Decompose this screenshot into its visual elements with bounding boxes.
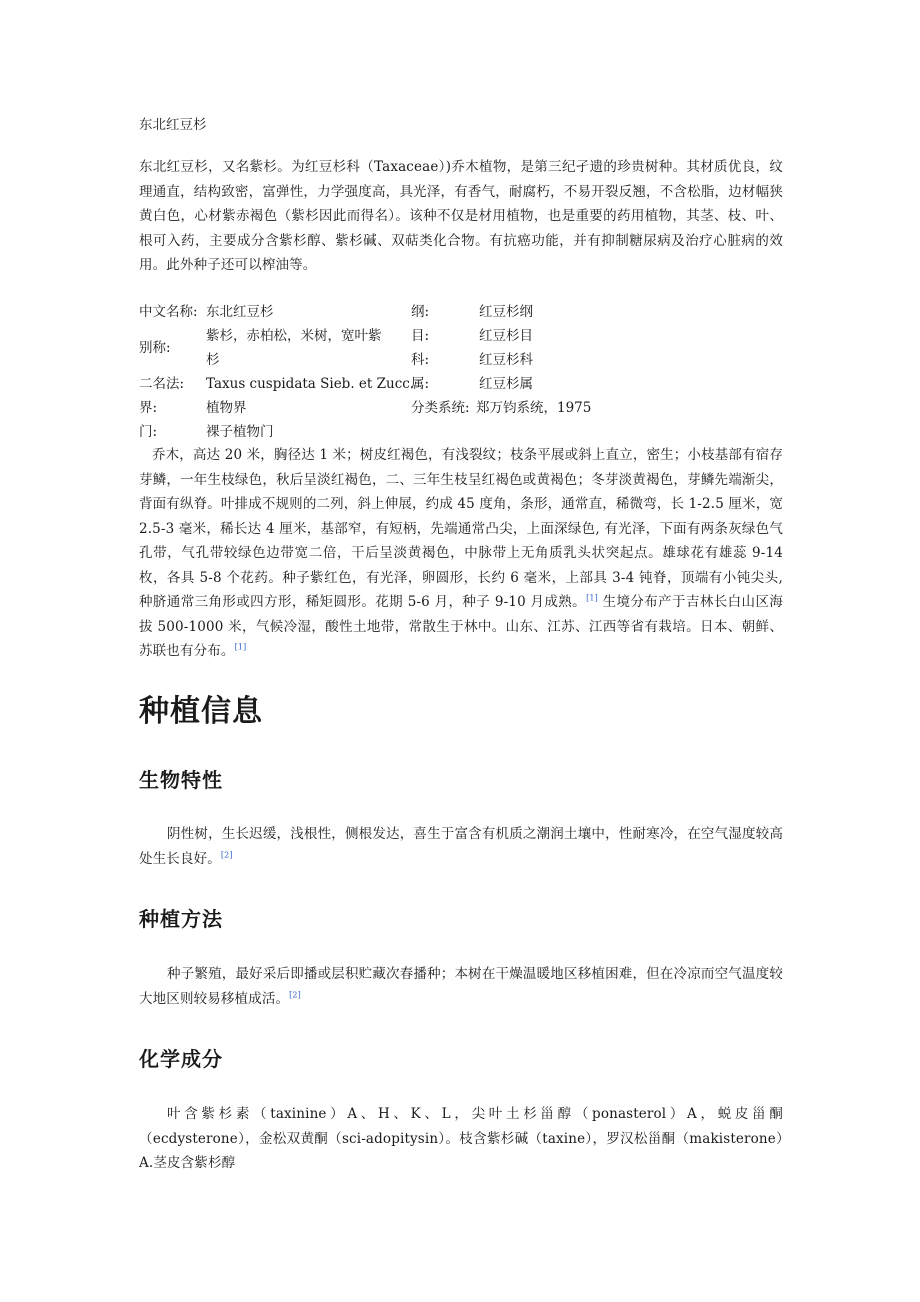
subheading-chemical-composition: 化学成分 (139, 1047, 223, 1071)
biological-traits-paragraph (139, 822, 783, 871)
reference-link-2[interactable]: [1] (234, 642, 247, 652)
phylum-value: 裸子植物门 (206, 424, 274, 440)
subheading-biological-traits: 生物特性 (139, 768, 223, 792)
order-value: 红豆杉目 (479, 328, 533, 344)
class-label: 纲: (411, 304, 430, 320)
family-label: 科: (411, 352, 430, 368)
section-heading-planting-info: 种植信息 (139, 694, 263, 729)
reference-link-plant[interactable]: [2] (289, 990, 301, 999)
description-text-2: 生境分布产于吉林长白山区海拔 500-1000 米，气候冷湿，酸性土地带，常散生于林中。山东、江苏、江西等省有栽培。日本、朝鲜、苏联也有分布。 (139, 594, 783, 659)
alias-label: 别称: (139, 340, 171, 356)
chinese-name-label: 中文名称: (139, 304, 198, 320)
description-text-1: 乔木，高达 20 米，胸径达 1 米；树皮红褐色，有浅裂纹；枝条平展或斜上直立，密生；小枝基部有宿存芽鳞，一年生枝绿色，秋后呈淡红褐色，二、三年生枝呈红褐色或黄褐色；冬芽淡黄褐色，芽鳞先端渐尖，背面有纵脊。叶排成不规则的二列，斜上伸展，约成 45 度角，条形，通常直，稀微弯，长 1-2.5 厘米，宽 2.5-3 毫米，稀长达 4 厘米，基部窄，有短柄，先端通常凸尖，上面深绿色, 有光泽，下面有两条灰绿色气孔带，气孔带较绿色边带宽二倍，干后呈淡黄褐色，中脉带上无角质乳头状突起点。雄球花有雄蕊 9-14 枚，各具 5-8 个花药。种子紫红色，有光泽，卵圆形，长约 6 毫米，上部具 3-4 钝脊，顶端有小钝尖头, 种脐通常三角形或四方形，稀矩圆形。花期 5-6 月，种子 9-10 月成熟。 (139, 447, 783, 610)
phylum-label: 门: (139, 424, 158, 440)
planting-method-paragraph (139, 962, 783, 1011)
subheading-planting-method: 种植方法 (139, 907, 223, 931)
genus-label: 属: (411, 376, 430, 392)
planting-method-text: 种子繁殖，最好采后即播或层积贮藏次春播种；本树在干燥温暖地区移植困难，但在冷凉而空气温度较大地区则较易移植成活。 (139, 966, 783, 1007)
system-value: 郑万钧系统，1975 (476, 400, 592, 416)
kingdom-label: 界: (139, 400, 158, 416)
chemical-composition-paragraph: 叶含紫杉素（taxinine）A、H、K、L，尖叶土杉甾醇（ponasterol）A，蜕皮甾酮（ecdysterone），金松双黄酮（sci-adopitysin）。枝含紫杉碱（taxine），罗汉松甾酮（makisterone）A.茎皮含紫杉醇 (139, 1106, 783, 1171)
family-value: 红豆杉科 (479, 352, 533, 368)
system-label: 分类系统: (411, 400, 470, 416)
biological-traits-text: 阴性树，生长迟缓，浅根性，侧根发达，喜生于富含有机质之潮润土壤中，性耐寒冷，在空气湿度较高处生长良好。 (139, 826, 783, 867)
intro-paragraph: 东北红豆杉，又名紫杉。为红豆杉科（Taxaceae）)乔木植物，是第三纪孑遗的珍贵树种。其材质优良，纹理通直，结构致密，富弹性，力学强度高，具光泽，有香气，耐腐朽，不易开裂反翘，不含松脂，边材幅狭黄白色，心材紫赤褐色（紫杉因此而得名）。该种不仅是材用植物，也是重要的药用植物，其茎、枝、叶、根可入药，主要成分含紫杉醇、紫杉碱、双萜类化合物。有抗癌功能，并有抑制糖尿病及治疗心脏病的效用。此外种子还可以榨油等。 (139, 159, 783, 273)
kingdom-value: 植物界 (206, 400, 247, 416)
reference-link-bio[interactable]: [2] (220, 850, 233, 859)
order-label: 目: (411, 328, 430, 344)
description-paragraph (139, 443, 783, 664)
genus-value: 红豆杉属 (479, 376, 533, 392)
reference-link-1[interactable]: [1] (586, 593, 598, 603)
binomial-label: 二名法: (139, 376, 185, 392)
alias-value: 紫杉，赤柏松，米树，宽叶紫杉 (206, 328, 382, 368)
binomial-value: Taxus cuspidata Sieb. et Zucc. (206, 376, 415, 392)
chinese-name-value: 东北红豆杉 (206, 304, 274, 320)
class-value: 红豆杉纲 (479, 304, 533, 320)
document-title: 东北红豆杉 (139, 117, 207, 133)
